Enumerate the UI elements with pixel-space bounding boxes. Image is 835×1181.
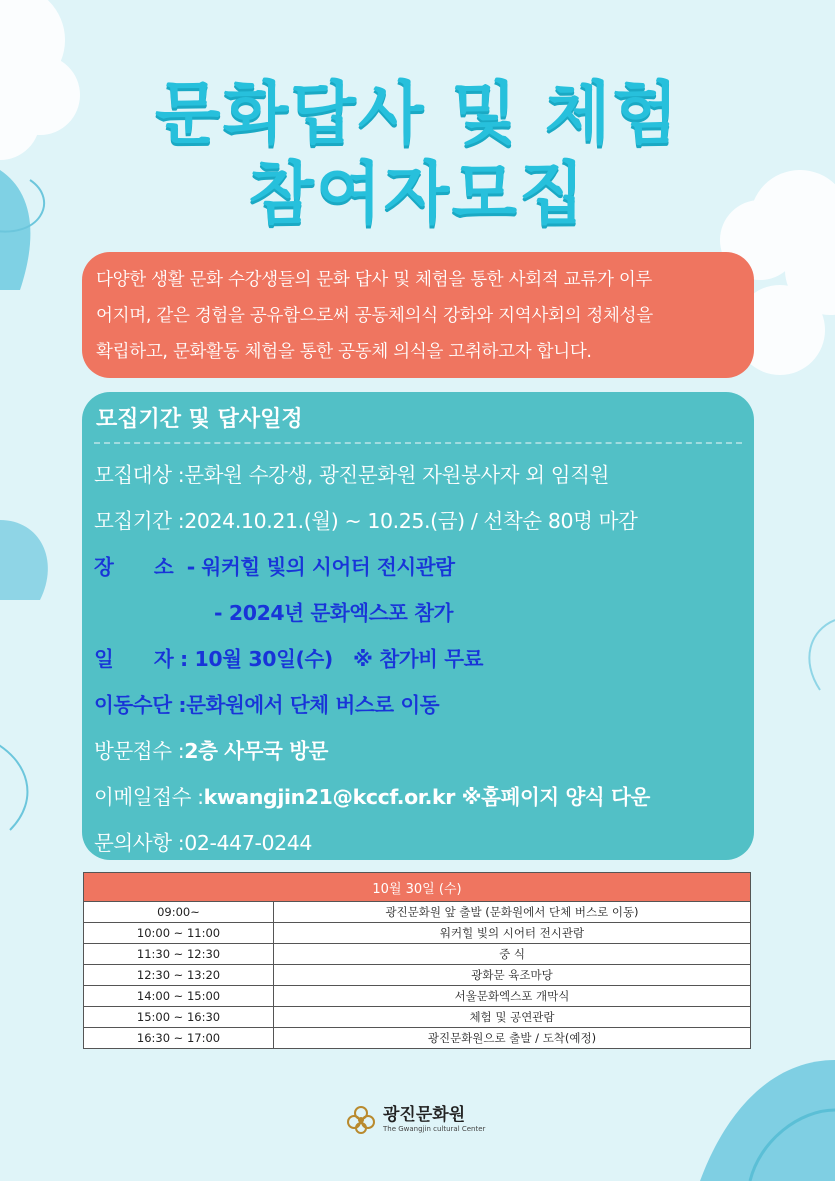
schedule-time: 14:00 ~ 15:00 — [84, 986, 274, 1007]
page-title-line2: 참여자모집 — [248, 155, 587, 234]
schedule-event: 서울문화엑스포 개막식 — [274, 986, 751, 1007]
contact-label: 문의사항 : — [94, 831, 185, 855]
schedule-time: 16:30 ~ 17:00 — [84, 1028, 274, 1049]
place-label: 장 소 — [94, 555, 174, 579]
period-label: 모집기간 : — [94, 509, 185, 533]
intro-line3: 확립하고, 문화활동 체험을 통한 공동체 의식을 고취하고자 합니다. — [96, 342, 592, 362]
date-value: 10월 30일(수) ※ 참가비 무료 — [194, 647, 484, 671]
row-place-2 — [94, 590, 742, 636]
schedule-event: 중 식 — [274, 944, 751, 965]
schedule-time: 15:00 ~ 16:30 — [84, 1007, 274, 1028]
transport-value: 문화원에서 단체 버스로 이동 — [186, 693, 440, 717]
org-subtitle: The Gwangjin cultural Center — [383, 1125, 486, 1133]
place-value2: - 2024년 문화엑스포 참가 — [214, 601, 453, 625]
contact-value: 02-447-0244 — [184, 831, 313, 855]
flower-logo-icon — [345, 1104, 377, 1136]
table-row — [84, 902, 751, 923]
org-name: 광진문화원 — [383, 1105, 466, 1125]
intro-box — [82, 252, 754, 378]
visit-value: 2층 사무국 방문 — [184, 739, 329, 763]
schedule-event: 체험 및 공연관람 — [274, 1007, 751, 1028]
intro-line1: 다양한 생활 문화 수강생들의 문화 답사 및 체험을 통한 사회적 교류가 이루 — [96, 270, 653, 290]
target-label: 모집대상 : — [94, 463, 185, 487]
info-heading: 모집기간 및 답사일정 — [96, 407, 303, 432]
schedule-event: 광진문화원으로 출발 / 도착(예정) — [274, 1028, 751, 1049]
schedule-event: 광진문화원 앞 출발 (문화원에서 단체 버스로 이동) — [274, 902, 751, 923]
page-title-line1: 문화답사 및 체험 — [154, 75, 681, 154]
row-contact — [94, 820, 742, 866]
row-visit — [94, 728, 742, 774]
schedule-time: 11:30 ~ 12:30 — [84, 944, 274, 965]
org-logo — [345, 1100, 485, 1140]
row-place — [94, 544, 742, 590]
email-label: 이메일접수 : — [94, 785, 204, 809]
table-row — [84, 986, 751, 1007]
table-row — [84, 1007, 751, 1028]
visit-label: 방문접수 : — [94, 739, 185, 763]
schedule-time: 10:00 ~ 11:00 — [84, 923, 274, 944]
schedule-time: 12:30 ~ 13:20 — [84, 965, 274, 986]
date-label: 일 자 : — [94, 647, 195, 671]
table-row — [84, 923, 751, 944]
row-email — [94, 774, 742, 820]
place-value1: - 워커힐 빛의 시어터 전시관람 — [173, 555, 455, 579]
schedule-time: 09:00~ — [84, 902, 274, 923]
row-target — [94, 452, 742, 498]
schedule-event: 워커힐 빛의 시어터 전시관람 — [274, 923, 751, 944]
schedule-table — [83, 872, 751, 1049]
table-row — [84, 1028, 751, 1049]
table-row — [84, 965, 751, 986]
intro-line2: 어지며, 같은 경험을 공유함으로써 공동체의식 강화와 지역사회의 정체성을 — [96, 306, 653, 326]
transport-label: 이동수단 : — [94, 693, 187, 717]
table-row — [84, 944, 751, 965]
info-box — [82, 392, 754, 860]
schedule-event: 광화문 육조마당 — [274, 965, 751, 986]
row-date — [94, 636, 742, 682]
period-value: 2024.10.21.(월) ~ 10.25.(금) / 선착순 80명 마감 — [184, 509, 638, 533]
email-value: kwangjin21@kccf.or.kr ※홈페이지 양식 다운 — [203, 785, 650, 809]
row-period — [94, 498, 742, 544]
schedule-header: 10월 30일 (수) — [84, 873, 751, 902]
dashed-divider — [94, 442, 742, 444]
row-transport — [94, 682, 742, 728]
target-value: 문화원 수강생, 광진문화원 자원봉사자 외 임직원 — [184, 463, 610, 487]
